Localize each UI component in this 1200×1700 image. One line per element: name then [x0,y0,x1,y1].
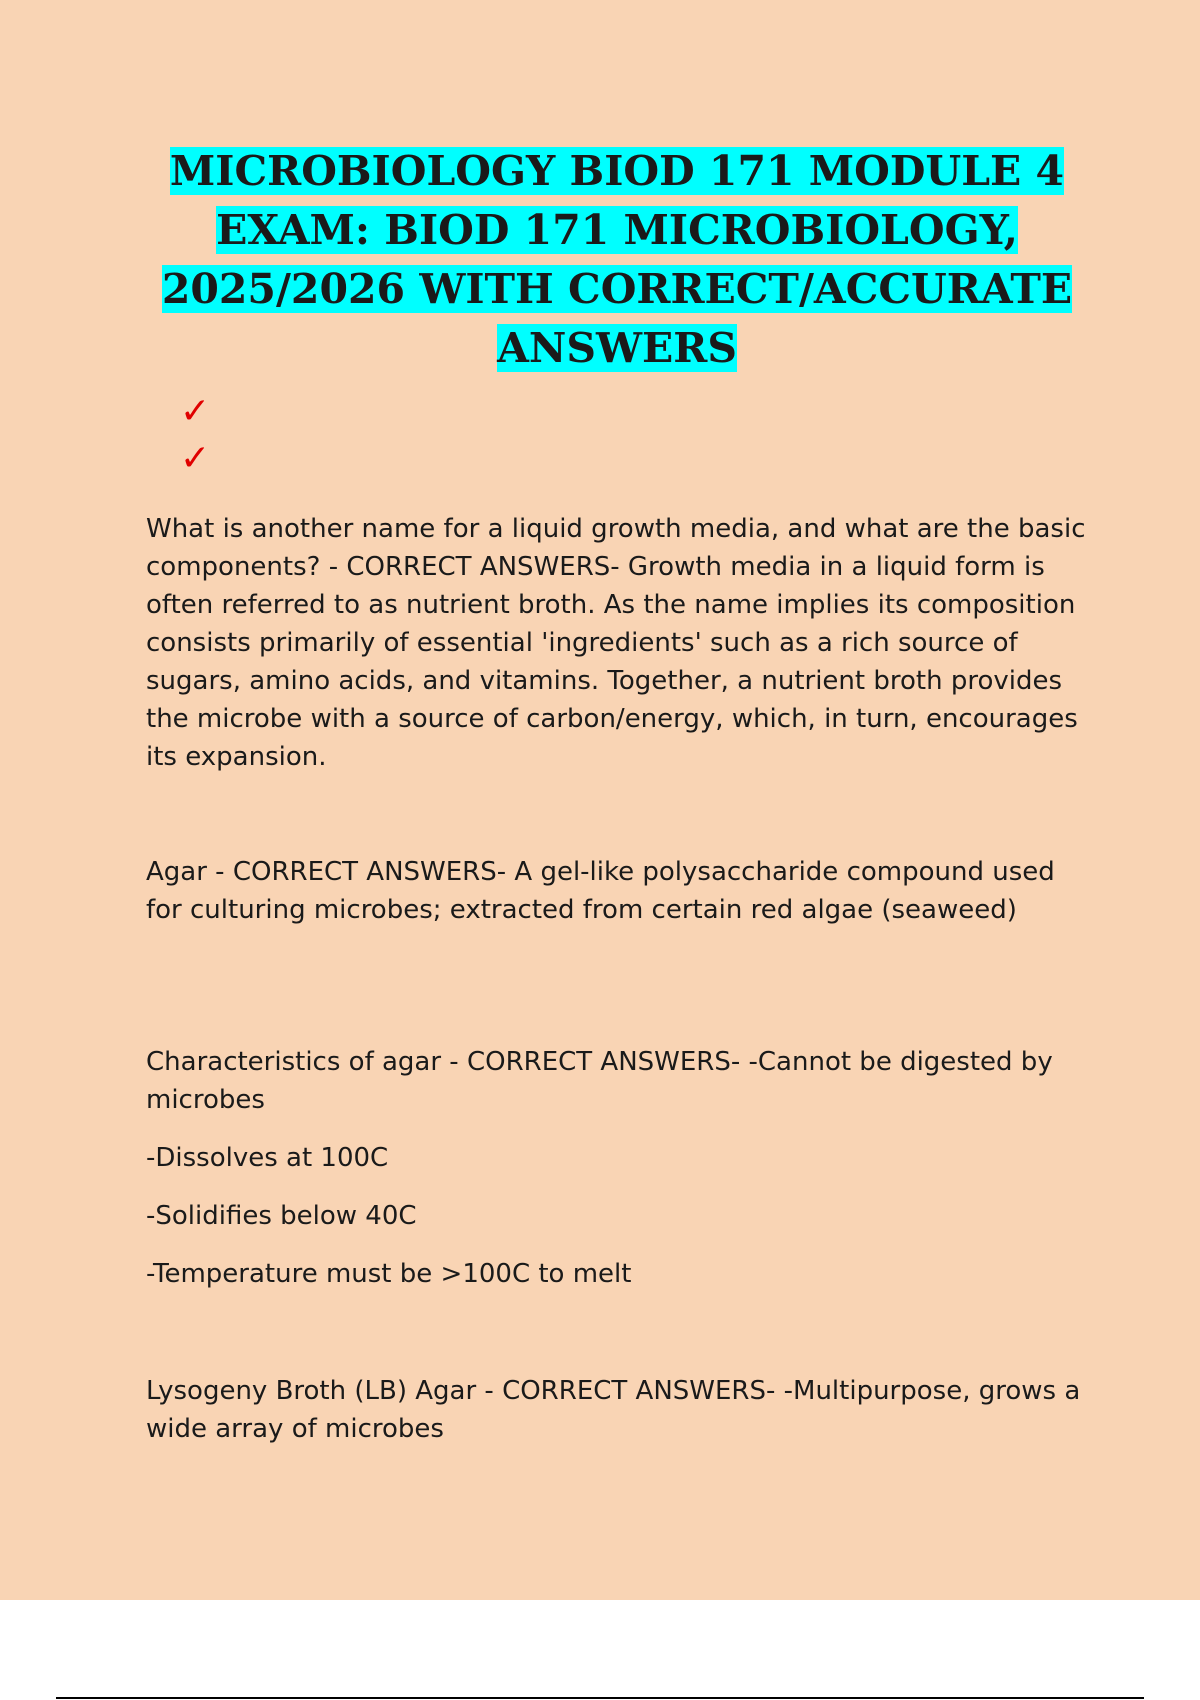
check-mark-list [180,388,210,482]
characteristic-line: -Temperature must be >100C to melt [146,1259,632,1289]
title-line: ANSWERS [497,324,737,372]
characteristic-line: -Dissolves at 100C [146,1143,389,1173]
footer-divider [56,1697,1144,1699]
title-line: EXAM: BIOD 171 MICROBIOLOGY, [216,206,1018,254]
qa-entry-agar-characteristics [146,1043,1096,1293]
document-title [140,142,1094,378]
check-mark-icon: ✓ [180,438,211,479]
title-line: MICROBIOLOGY BIOD 171 MODULE 4 [169,147,1065,195]
qa-entry-agar: Agar - CORRECT ANSWERS- A gel-like polysaccharide compound used for culturing microbes; extracted from certain red algae (seaweed) [146,857,1055,925]
qa-entry-liquid-growth-media: What is another name for a liquid growth media, and what are the basic components? - CORRECT ANSWERS- Growth media in a liquid form is often referred to as nutrient broth. As the name implies its composition consists primarily of essential 'ingredients' such as a rich source of sugars, amino acids, and vitamins. Together, a nutrient broth provides the microbe with a source of carbon/energy, which, in turn, encourages its expansion. [146,514,1086,772]
characteristic-line: -Solidifies below 40C [146,1201,417,1231]
check-mark-icon: ✓ [180,391,211,432]
title-line: 2025/2026 WITH CORRECT/ACCURATE [161,265,1073,313]
qa-entry-lb-agar: Lysogeny Broth (LB) Agar - CORRECT ANSWERS- -Multipurpose, grows a wide array of microbes [146,1376,1081,1444]
qa-entry-text: Characteristics of agar - CORRECT ANSWERS- -Cannot be digested by microbes [146,1047,1053,1115]
